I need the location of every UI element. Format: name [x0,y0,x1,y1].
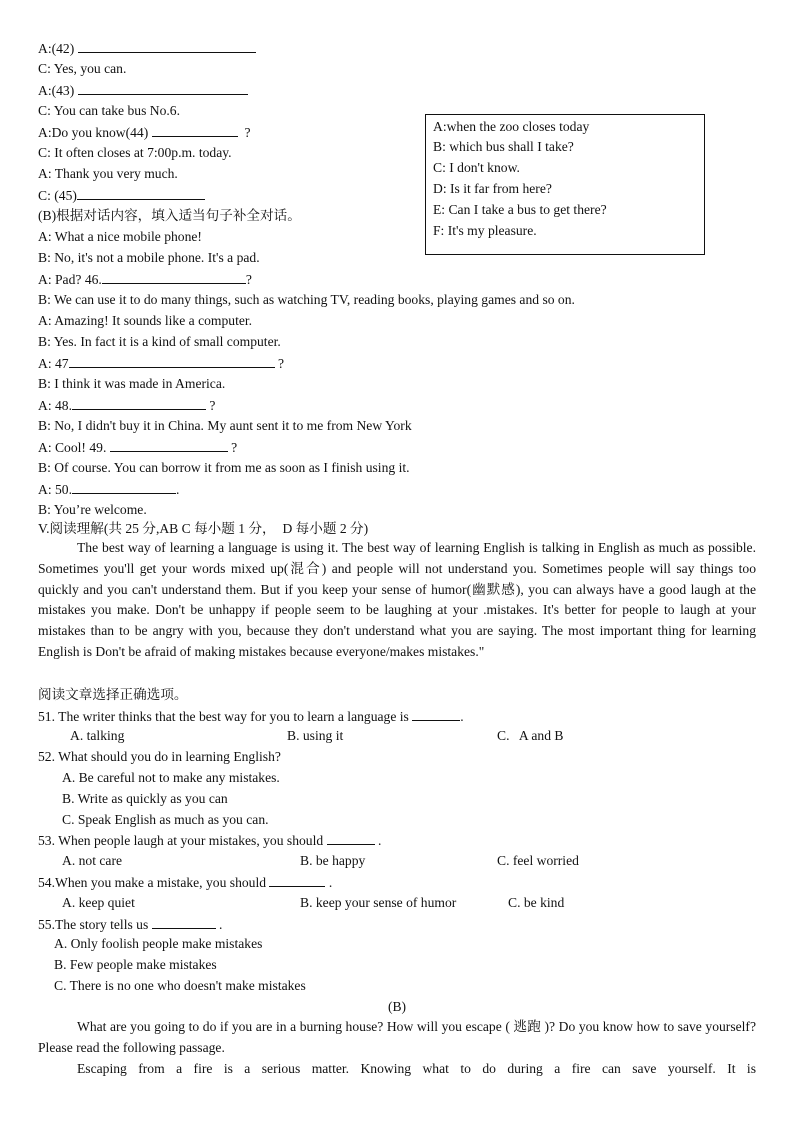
dialogue-b-line-50: A: 50. . [38,482,180,497]
instruction: 阅读文章选择正确选项。 [38,687,188,702]
option-52-b[interactable]: B. Write as quickly as you can [62,791,228,806]
dialogue-a-line: C: You can take bus No.6. [38,103,180,118]
section-b-title: (B)根据对话内容，填入适当句子补全对话。 [38,208,301,223]
answer-blank-45[interactable] [77,186,205,200]
section-v-title: V.阅读理解(共 25 分,AB C 每小题 1 分， D 每小题 2 分) [38,521,369,536]
option-53-c[interactable]: C. feel worried [497,853,579,868]
dialogue-a-line-44: A:Do you know(44) ? [38,125,251,140]
option-53-b[interactable]: B. be happy [300,853,366,868]
answer-blank-54[interactable] [269,873,325,887]
option-51-a[interactable]: A. talking [70,728,125,743]
option-51-b[interactable]: B. using it [287,728,344,743]
dialogue-b-line: B: I think it was made in America. [38,376,226,391]
option-51-c[interactable]: C. A and B [497,728,564,743]
dialogue-a-line-43: A:(43) [38,81,248,100]
option-55-b[interactable]: B. Few people make mistakes [54,957,217,972]
dialogue-a-line-42: A:(42) [38,39,256,58]
answer-blank-42[interactable] [78,39,256,53]
option-c: C: I don't know. [433,160,520,175]
option-52-c[interactable]: C. Speak English as much as you can. [62,812,269,827]
answer-blank-46[interactable] [102,270,246,284]
dialogue-a-line: A: Thank you very much. [38,166,178,181]
option-a: A:when the zoo closes today [433,119,590,134]
passage-b-paragraph-2: Escaping from a fire is a serious matter. Knowing what to do during a fire can save yourself. It is [77,1061,756,1076]
dialogue-b-line-46: A: Pad? 46. ? [38,272,252,287]
answer-blank-51[interactable] [412,707,460,721]
dialogue-b-line-47: A: 47 ? [38,356,285,371]
answer-blank-48[interactable] [72,396,206,410]
dialogue-b-line: B: No, it's not a mobile phone. It's a pad. [38,250,260,265]
option-54-a[interactable]: A. keep quiet [62,895,135,910]
dialogue-b-line-49: A: Cool! 49. ? [38,440,238,455]
dialogue-b-line-48: A: 48. ? [38,398,216,413]
option-b: B: which bus shall I take? [433,139,574,154]
options-box [425,114,705,255]
dialogue-a-line-45: C: (45) [38,186,205,205]
option-e: E: Can I take a bus to get there? [433,202,607,217]
answer-blank-49[interactable] [110,438,228,452]
question-53: 53. When people laugh at your mistakes, you should . [38,833,382,848]
question-52: 52. What should you do in learning English? [38,749,281,764]
dialogue-b-line: A: Amazing! It sounds like a computer. [38,313,253,328]
option-d: D: Is it far from here? [433,181,552,196]
option-55-a[interactable]: A. Only foolish people make mistakes [54,936,263,951]
dialogue-b-line: B: No, I didn't buy it in China. My aunt sent it to me from New York [38,418,412,433]
option-54-c[interactable]: C. be kind [508,895,565,910]
option-55-c[interactable]: C. There is no one who doesn't make mistakes [54,978,306,993]
answer-blank-50[interactable] [72,480,176,494]
question-54: 54.When you make a mistake, you should . [38,875,333,890]
dialogue-a-line: C: It often closes at 7:00p.m. today. [38,145,232,160]
option-53-a[interactable]: A. not care [62,853,123,868]
dialogue-a-line: C: Yes, you can. [38,61,127,76]
dialogue-b-line: B: Of course. You can borrow it from me as soon as I finish using it. [38,460,410,475]
option-52-a[interactable]: A. Be careful not to make any mistakes. [62,770,280,785]
dialogue-b-line: A: What a nice mobile phone! [38,229,202,244]
passage-a: The best way of learning a language is using it. The best way of learning English is talking in English as much as possible. Sometimes you'll get your words mixed up(混合) and people will not understand you. Sometimes people will say things too quickly and you can't understand them. But if you keep your sense of humor(幽默感), you can always have a good laugh at the mistakes you make. Don't be unhappy if people seem to be laughing at your .mistakes. It's better for people to laugh at your mistakes than to be angry with you, because they don't understand what you are saying. The most important thing for learning English is Don't be afraid of making mistakes because everyone/makes mistakes." [38,540,756,659]
dialogue-b-line: B: We can use it to do many things, such as watching TV, reading books, playing games and so on. [38,292,575,307]
section-b-label: (B) [387,999,407,1014]
passage-b-paragraph-1: What are you going to do if you are in a burning house? How will you escape ( 逃跑 )? Do you know how to save yourself? Please read the following passage. [38,1019,756,1055]
option-f: F: It's my pleasure. [433,223,537,238]
question-55: 55.The story tells us . [38,917,223,932]
dialogue-b-line: B: You’re welcome. [38,502,147,517]
answer-blank-43[interactable] [78,81,248,95]
answer-blank-44[interactable] [152,123,238,137]
answer-blank-53[interactable] [327,831,375,845]
dialogue-b-line: B: Yes. In fact it is a kind of small computer. [38,334,281,349]
answer-blank-55[interactable] [152,915,216,929]
answer-blank-47[interactable] [69,354,275,368]
question-51: 51. The writer thinks that the best way for you to learn a language is . [38,709,464,724]
option-54-b[interactable]: B. keep your sense of humor [300,895,457,910]
